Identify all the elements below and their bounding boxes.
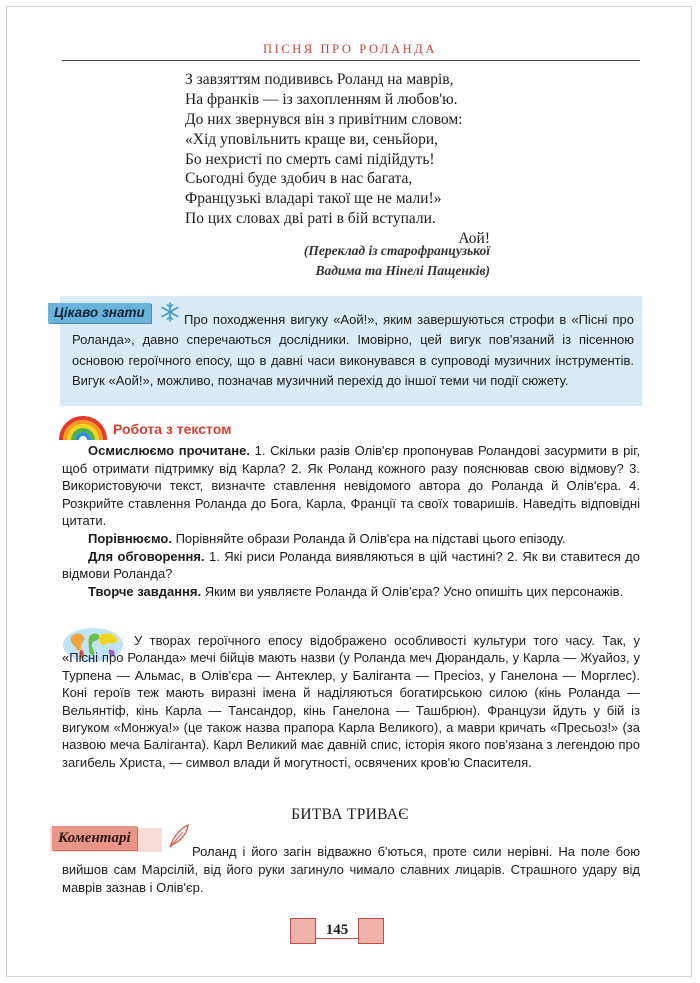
task-label: Порівнюємо.: [88, 530, 172, 546]
task-paragraph: [62, 442, 640, 530]
credit-line: (Переклад із старофранцузької: [303, 243, 490, 258]
did-you-know-text: [72, 310, 634, 392]
commentary-label: Коментарі: [52, 826, 137, 850]
translation-credit: [230, 241, 490, 281]
task-label: Творче завдання.: [88, 583, 202, 599]
poem-line: По цих словах дві раті в бій вступали.: [185, 210, 436, 228]
did-you-know-label: Цікаво знати: [48, 303, 151, 323]
task-text: Яким ви уявляєте Роланда й Олів'єра? Усно опишіть цих персонажів.: [201, 583, 624, 599]
commentary-paragraph: [62, 843, 640, 896]
page-number-underline: [316, 938, 358, 939]
poem-excerpt: [185, 70, 490, 249]
poem-line: Сьогодні буде здобич в нас багата,: [185, 170, 413, 188]
poem-line: «Хід уповільнить краще ви, сеньйори,: [185, 130, 439, 148]
task-paragraph: [62, 530, 640, 548]
page-number-ornament-left: [290, 918, 316, 944]
culture-text: У творах героїчного епосу відображено особливості культури того часу. Так, у «Пісні про Роланда» мечі бійців мають назви (у Роланда меч Дюрандаль, у Карла — Жуайоз, у Турпена — Альмас, в Олів'єра — Антеклер, у Балiганта — Пресіоз, у Ганелона — Морглес). Коні героїв теж мають виразні імена й наділяються богатирською силою (кінь Роланда — Вельянтіф, кінь Карла — Тансандор, кінь Ганелона — Ташбрюн). Французи йдуть у бій із вигуком «Монжуа!» (це також назва прапора Карла Великого), а маври кричать «Пресьоз!» (за назвою меча Балiганта). Карл Великий має давній спис, історія якого пов'язана з легендою про загибель Христа, — символ влади й могутності, освячених кров'ю Спасителя.: [62, 633, 640, 770]
text-work-tasks: [62, 442, 640, 600]
task-label: Для обговорення.: [88, 548, 205, 564]
task-text: 1. Які риси Роланда виявляються в цій частині? 2. Як ви ставитеся до відмови Роланда?: [62, 548, 640, 582]
page-number-ornament-right: [358, 918, 384, 944]
running-head: ПІСНЯ ПРО РОЛАНДА: [262, 42, 438, 56]
poem-refrain: Аой!: [458, 230, 490, 248]
text-work-title: Робота з текстом: [113, 421, 232, 437]
poem-line: Бо нехристі по смерть самі підійдуть!: [185, 150, 435, 168]
poem-line: До них звернувся він з привітним словом:: [185, 110, 463, 128]
poem-line: З завзяттям подививсь Роланд на маврів,: [185, 71, 454, 88]
task-label: Осмислюємо прочитане.: [88, 443, 250, 458]
culture-paragraph: [62, 632, 640, 771]
header-rule: [62, 60, 640, 61]
credit-line: Вадима та Нінелі Пащенків): [315, 263, 490, 278]
page-number: 145: [325, 922, 349, 938]
commentary-text: Роланд і його загін відважно б'ються, проте сили нерівні. На поле бою вийшов сам Марсілій, від його руки загинуло чимало славних лицарів. Страшного удару від маврів зазнав і Олів'єр.: [62, 844, 640, 895]
task-paragraph: [62, 548, 640, 583]
did-you-know-body: Про походження вигуку «Аой!», яким завершуються строфи в «Пісні про Роланда», давно сперечаються дослідники. Імовірно, цей вигук пов'язаний із пісенною основою героїчного епосу, що в давні часи виконувався в супроводі музичних інструментів. Вигук «Аой!», можливо, позначав музичний перехід до іншої теми чи події сюжету.: [72, 312, 634, 389]
task-text: Порівняйте образи Роланда й Олів'єра на підставі цього епізоду.: [171, 530, 566, 546]
poem-line: На франків — із захопленням й любов'ю.: [185, 90, 458, 108]
chapter-subheading: БИТВА ТРИВАЄ: [291, 806, 409, 823]
task-paragraph: [62, 583, 640, 601]
poem-line: Французькі владарі такої ще не мали!»: [185, 190, 442, 208]
task-text: 1. Скільки разів Олів'єр пропонував Роландові засурмити в ріг, щоб отримати підтримку від Карла? 2. Як Роланд кожного разу пояснював свою відмову? 3. Використовуючи текст, визначте ставлення невідомого автора до Роланда й Олів'єра. 4. Розкрийте ставлення Роланда до Бога, Карла, Франції та своїх товаришів. Наведіть відповідні цитати.: [62, 443, 640, 529]
rainbow-icon: [58, 411, 108, 441]
